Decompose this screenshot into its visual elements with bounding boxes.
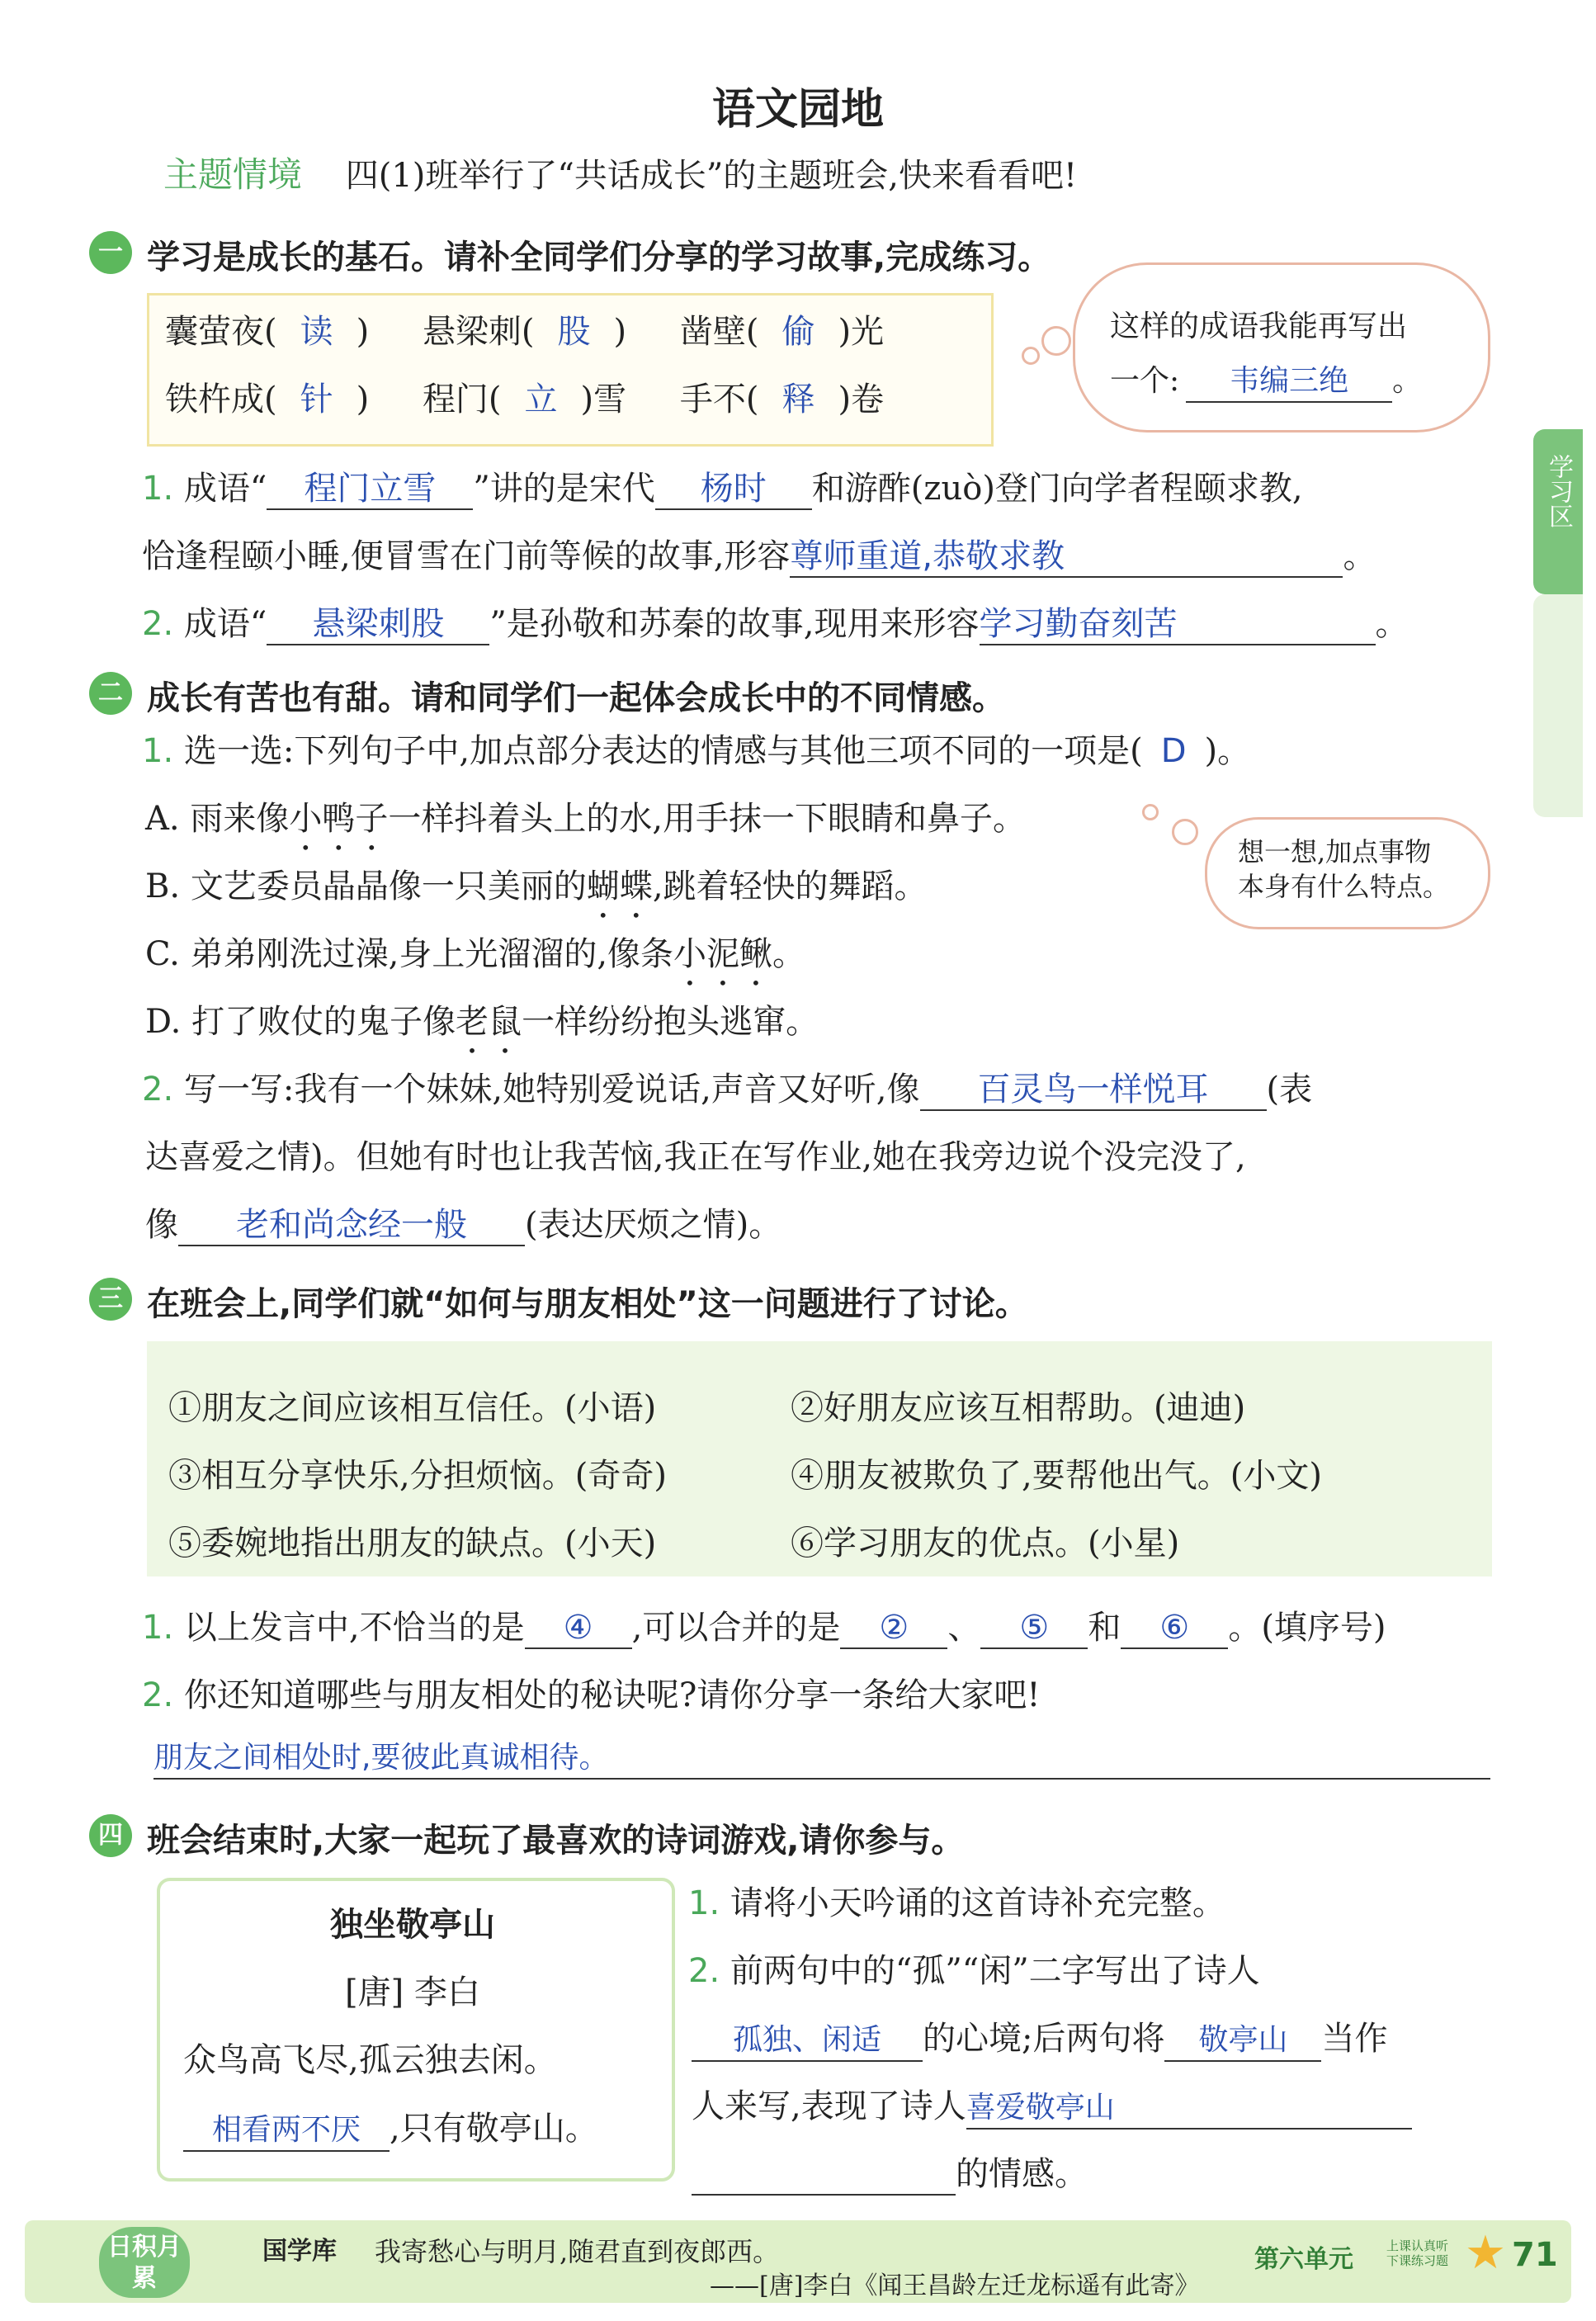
s3-q2: 2. 你还知道哪些与朋友相处的秘诀呢?请你分享一条给大家吧! [142,1676,1041,1714]
s2-option-c: C. 弟弟刚洗过澡,身上光溜溜的,像条小泥鳅。 [145,935,806,973]
theme-row [163,155,1077,196]
s1-q2: 2. 成语“ 悬梁刺股 ”是孙敬和苏秦的故事,现用来形容学习勤奋刻苦 。 [142,604,1409,645]
hint-line-2: 本身有什么特点。 [1238,871,1450,902]
s4-q2-line3: 人来写,表现了诗人喜爱敬亭山 [692,2087,1412,2130]
thought-cloud [1073,262,1490,433]
poem-line-1: 众鸟高飞尽,孤云独去闲。 [183,2041,557,2079]
cloud-line-2: 一个: 韦编三绝 。 [1110,362,1422,403]
idiom-6: 手不( 释 )卷 [679,381,885,418]
s2-option-d: D. 打了败仗的鬼子像老鼠一样纷纷抱头逃窜。 [145,1003,819,1041]
section-4-heading: 班会结束时,大家一起玩了最喜欢的诗词游戏,请你参与。 [147,1822,965,1860]
page-number: 71 [1512,2236,1558,2274]
footer-small: 上课认真听 下课练习题 [1386,2238,1449,2268]
s2-option-b: B. 文艺委员晶晶像一只美丽的蝴蝶,跳着轻快的舞蹈。 [145,867,928,905]
s3-q1: 1. 以上发言中,不恰当的是 ④ ,可以合并的是 ② 、 ⑤ 和 ⑥ 。(填序号) [142,1608,1386,1649]
s4-q1: 1. 请将小天吟诵的这首诗补充完整。 [688,1884,1225,1922]
sidebar-tab-inactive[interactable] [1533,594,1583,817]
s3-q2-answer: 朋友之间相处时,要彼此真诚相待。 [153,1738,1490,1780]
footer-unit: 第六单元 [1254,2245,1353,2274]
theme-text: 四(1)班举行了“共话成长”的主题班会,快来看看吧! [345,157,1078,195]
poem-title: 独坐敬亭山 [330,1906,495,1944]
footer-badge: 日积月累 [99,2227,190,2298]
idiom-3: 凿壁( 偷 )光 [679,313,885,351]
idiom-4: 铁杵成( 针 ) [165,381,370,418]
section-3-heading: 在班会上,同学们就“如何与朋友相处”这一问题进行了讨论。 [147,1285,1028,1323]
section-1-badge: 一 [89,231,132,274]
s2-q2-line2: 达喜爱之情)。但她有时也让我苦恼,我正在写作业,她在我旁边说个没完没了, [145,1138,1246,1176]
statement-6: ⑥学习朋友的优点。(小星) [791,1524,1180,1562]
footer-label: 国学库 [262,2237,337,2266]
s4-q2: 2. 前两句中的“孤”“闲”二字写出了诗人 [688,1952,1260,1990]
poem-line-2: 相看两不厌 ,只有敬亭山。 [183,2109,598,2152]
s2-q2-line1: 2. 写一写:我有一个妹妹,她特别爱说话,声音又好听,像 百灵鸟一样悦耳 (表 [142,1070,1312,1111]
section-2-badge: 二 [89,672,132,715]
section-4-badge: 四 [89,1814,132,1857]
cloud-bubble [1041,326,1071,356]
hint-line-1: 想一想,加点事物 [1238,836,1432,867]
theme-label: 主题情境 [163,154,303,195]
footer-quote: 我寄愁心与明月,随君直到夜郎西。 [375,2236,780,2267]
s2-option-a: A. 雨来像小鸭子一样抖着头上的水,用手抹一下眼睛和鼻子。 [145,800,1027,838]
s1-q1-line2: 恰逢程颐小睡,便冒雪在门前等候的故事,形容尊师重道,恭敬求教 。 [142,537,1376,578]
sidebar-tab-label: 学习区 [1544,454,1573,528]
statement-1: ①朋友之间应该相互信任。(小语) [168,1389,657,1427]
section-3-badge: 三 [89,1278,132,1321]
page-title: 语文园地 [711,85,884,135]
section-2-heading: 成长有苦也有甜。请和同学们一起体会成长中的不同情感。 [147,679,1005,717]
idiom-1: 囊萤夜( 读 ) [165,313,370,351]
cloud-bubble [1172,819,1198,845]
idiom-5: 程门( 立 )雪 [422,381,627,418]
statement-5: ⑤委婉地指出朋友的缺点。(小天) [168,1524,657,1562]
idiom-row-1 [165,312,884,352]
s2-q1: 1. 选一选:下列句子中,加点部分表达的情感与其他三项不同的一项是( D )。 [142,732,1251,770]
sidebar-tab-study[interactable] [1533,429,1583,594]
footer-source: ——[唐]李白《闻王昌龄左迁龙标遥有此寄》 [710,2271,1200,2300]
section-1-heading: 学习是成长的基石。请补全同学们分享的学习故事,完成练习。 [147,239,1051,277]
idiom-row-2 [165,380,884,419]
statement-3: ③相互分享快乐,分担烦恼。(奇奇) [168,1457,667,1495]
statement-4: ④朋友被欺负了,要帮他出气。(小文) [791,1457,1322,1495]
idiom-2: 悬梁刺( 股 ) [422,313,627,351]
poem-author: [唐] 李白 [345,1974,480,2011]
statement-2: ②好朋友应该互相帮助。(迪迪) [791,1389,1246,1427]
s1-q1-line1: 1. 成语“ 程门立雪 ”讲的是宋代 杨时 和游酢(zuò)登门向学者程颐求教, [142,469,1303,510]
s4-q2-line4: 的情感。 [692,2154,1088,2196]
s2-q2-line3: 像 老和尚念经一般 (表达厌烦之情)。 [145,1205,781,1246]
star-mascot-icon: ★ [1464,2226,1507,2280]
cloud-bubble [1022,347,1040,365]
s4-q2-line2: 孤独、闲适 的心境;后两句将 敬亭山 当作 [692,2019,1387,2062]
cloud-line-1: 这样的成语我能再写出 [1110,310,1408,343]
cloud-bubble [1142,804,1159,820]
